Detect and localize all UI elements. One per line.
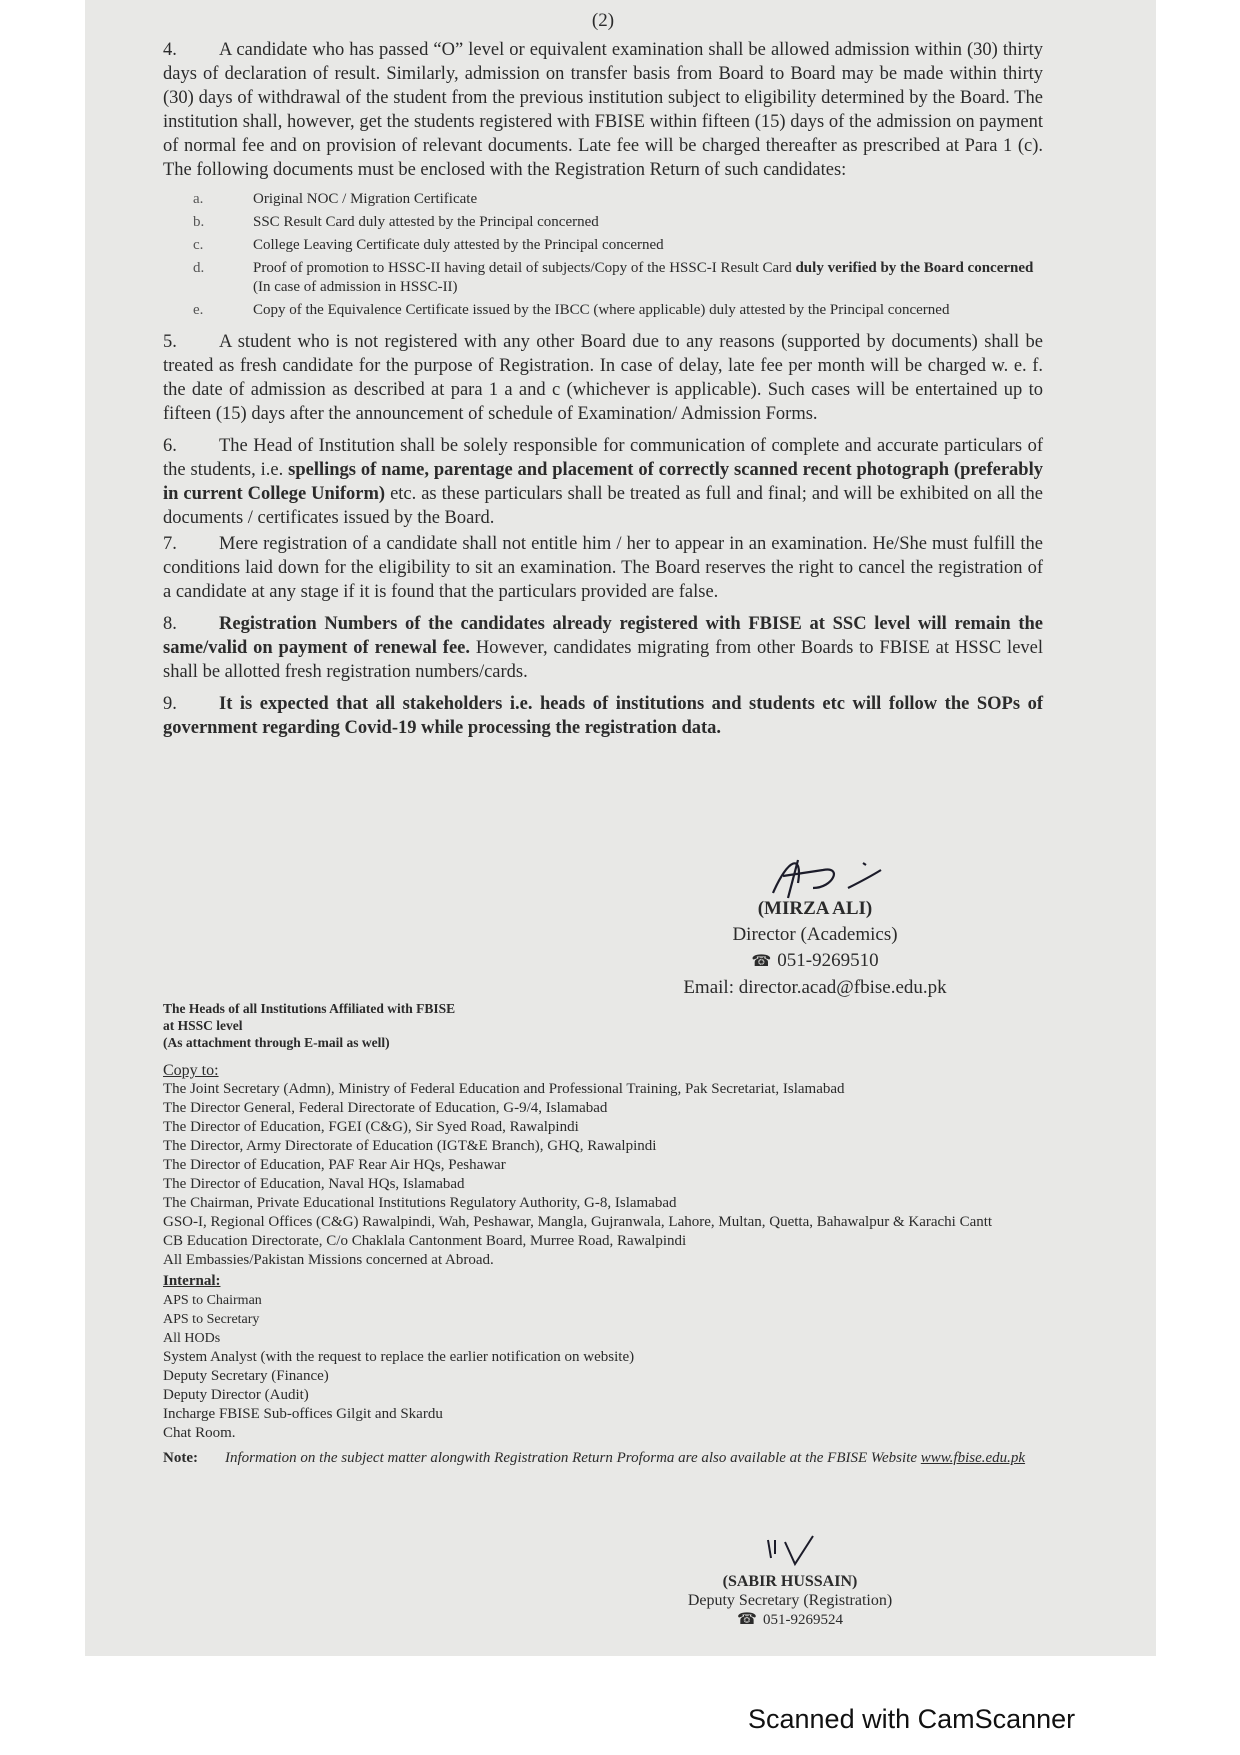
- list-item: d. Proof of promotion to HSSC-II having detail of subjects/Copy of the HSSC-I Result Card duly verified by the Board concerned (In case of admission in HSSC-II): [193, 260, 1034, 295]
- list-item: The Director General, Federal Directorate of Education, G-9/4, Islamabad: [163, 1100, 608, 1116]
- signatory-title: Deputy Secretary (Registration): [687, 1592, 893, 1609]
- signatory-phone: ☎ 051-9269524: [737, 1611, 843, 1628]
- list-item: Chat Room.: [163, 1425, 236, 1441]
- list-item: The Chairman, Private Educational Institutions Regulatory Authority, G-8, Islamabad: [163, 1195, 677, 1211]
- list-item: a. Original NOC / Migration Certificate: [193, 191, 478, 207]
- list-item: The Joint Secretary (Admn), Ministry of Federal Education and Professional Training, Pak Secretariat, Islamabad: [163, 1081, 845, 1097]
- list-item: Deputy Secretary (Finance): [163, 1368, 329, 1384]
- signatory-email: Email: director.acad@fbise.edu.pk: [683, 977, 947, 998]
- initials-mark: [763, 1530, 823, 1570]
- internal-heading: Internal:: [163, 1273, 221, 1289]
- paragraph-6: 6. The Head of Institution shall be solely responsible for communication of complete and accurate particulars of the students, i.e. spellings of name, parentage and placement of correctly scanned recent photograph (preferably in current College Uniform) etc. as these particulars shall be treated as full and final; and will be exhibited on all the documents / certificates issued by the Board.: [163, 436, 1044, 528]
- scanned-page: [85, 0, 1156, 1656]
- signatory-phone: ☎ 051-9269510: [645, 948, 985, 975]
- scanner-watermark: Scanned with CamScanner: [748, 1704, 1076, 1734]
- para-text: A candidate who has passed “O” level or equivalent examination shall be allowed admission within (30) thirty days of declaration of result. Similarly, admission on transfer basis from Board to Board may be made within thirty (30) days of withdrawal of the student from the previous institution subject to eligibility determined by the Board. The institution shall, however, get the students registered with FBISE within fifteen (15) days of the admission on payment of normal fee and on provision of relevant documents. Late fee will be charged thereafter as prescribed at Para 1 (c). The following documents must be enclosed with the Registration Return of such candidates:: [163, 40, 1043, 180]
- signatory-name: (SABIR HUSSAIN): [722, 1573, 858, 1590]
- paragraph-5: 5. A student who is not registered with any other Board due to any reasons (supported by documents) shall be treated as fresh candidate for the purpose of Registration. In case of delay, late fee per month will be charged w. e. f. the date of admission as described at para 1 a and c (whichever is applicable). Such cases will be entertained up to fifteen (15) days after the announcement of schedule of Examination/ Admission Forms.: [163, 332, 1043, 424]
- para-number: 4.: [163, 40, 177, 60]
- copy-to-heading: Copy to:: [163, 1062, 219, 1079]
- list-item: All Embassies/Pakistan Missions concerned at Abroad.: [163, 1252, 494, 1268]
- list-item: c. College Leaving Certificate duly attested by the Principal concerned: [193, 237, 664, 253]
- list-item: e. Copy of the Equivalence Certificate issued by the IBCC (where applicable) duly attested by the Principal concerned: [193, 302, 950, 318]
- signatory-title: Director (Academics): [732, 924, 898, 945]
- list-item: The Director of Education, Naval HQs, Islamabad: [163, 1176, 465, 1192]
- signatory-director: [645, 896, 985, 1001]
- list-item: GSO-I, Regional Offices (C&G) Rawalpindi, Wah, Peshawar, Mangla, Gujranwala, Lahore, Multan, Quetta, Bahawalpur & Karachi Cantt: [163, 1214, 993, 1230]
- signatory-deputy-secretary: [620, 1572, 960, 1630]
- paragraph-8: 8. Registration Numbers of the candidates already registered with FBISE at SSC level will remain the same/valid on payment of renewal fee. However, candidates migrating from other Boards to FBISE at HSSC level shall be allotted fresh registration numbers/cards.: [163, 614, 1044, 682]
- list-item: The Director of Education, PAF Rear Air HQs, Peshawar: [163, 1157, 506, 1173]
- telephone-icon: ☎: [751, 953, 772, 970]
- list-item: b. SSC Result Card duly attested by the Principal concerned: [193, 214, 599, 230]
- list-item: APS to Chairman: [163, 1293, 262, 1308]
- internal-list: [163, 1291, 1043, 1443]
- list-item: Deputy Director (Audit): [163, 1387, 309, 1403]
- list-item: The Director of Education, FGEI (C&G), Sir Syed Road, Rawalpindi: [163, 1119, 579, 1135]
- list-item: CB Education Directorate, C/o Chaklala Cantonment Board, Murree Road, Rawalpindi: [163, 1233, 687, 1249]
- paragraph-9: 9. It is expected that all stakeholders i.e. heads of institutions and students etc will follow the SOPs of government regarding Covid-19 while processing the registration data.: [163, 694, 1043, 738]
- recipients-block: The Heads of all Institutions Affiliated with FBISE at HSSC level (As attachment through E-mail as well) Copy to: The Joint Secretary (Admn), Ministry of Federal Education and Professional Training, Pak Secretariat, Islamabad The Director General, Federal Directorate of Education, G-9/4, Islamabad The Director of Education, FGEI (C&G), Sir Syed Road, Rawalpindi The Director, Army Directorate of Education (IGT&E Branch), GHQ, Rawalpindi The Director of Education, PAF Rear Air HQs, Peshawar The Director of Education, Naval HQs, Islamabad The Chairman, Private Educational Institutions Regulatory Authority, G-8, Islamabad GSO-I, Regional Offices (C&G) Rawalpindi, Wah, Peshawar, Mangla, Gujranwala, Lahore, Multan, Quetta, Bahawalpur & Karachi Cantt CB Education Directorate, C/o Chaklala Cantonment Board, Murree Road, Rawalpindi All Embassies/Pakistan Missions concerned at Abroad. Internal: APS to Chairman APS to Secretary All HODs System Analyst (with the request to replace the earlier notification on website) Deputy Secretary (Finance) Deputy Director (Audit) Incharge FBISE Sub-offices Gilgit and Skardu Chat Room. Note: Information on the subject matter alongwith Registration Return Proforma are also available at the FBISE Website www.fbise.edu.pk: [163, 1000, 1043, 1468]
- copy-to-list: [163, 1080, 1043, 1270]
- telephone-icon: ☎: [737, 1611, 757, 1628]
- list-item: Incharge FBISE Sub-offices Gilgit and Skardu: [163, 1406, 443, 1422]
- list-item: The Director, Army Directorate of Education (IGT&E Branch), GHQ, Rawalpindi: [163, 1138, 657, 1154]
- page-number: (2): [591, 10, 615, 31]
- signatory-name: (MIRZA ALI): [757, 898, 873, 919]
- document-body: [163, 10, 1043, 748]
- note-block: Note: Information on the subject matter alongwith Registration Return Proforma are also available at the FBISE Website www.fbise.edu.pk: [163, 1450, 1026, 1466]
- list-item: APS to Secretary: [163, 1312, 260, 1327]
- paragraph-4: [163, 38, 1043, 182]
- website-link[interactable]: www.fbise.edu.pk: [920, 1450, 1026, 1466]
- paragraph-7: 7. Mere registration of a candidate shall not entitle him / her to appear in an examination. He/She must fulfill the conditions laid down for the eligibility to sit an examination. The Board reserves the right to cancel the registration of a candidate at any stage if it is found that the particulars provided are false.: [163, 534, 1043, 602]
- list-item: System Analyst (with the request to replace the earlier notification on website): [163, 1349, 635, 1365]
- list-item: All HODs: [163, 1331, 221, 1346]
